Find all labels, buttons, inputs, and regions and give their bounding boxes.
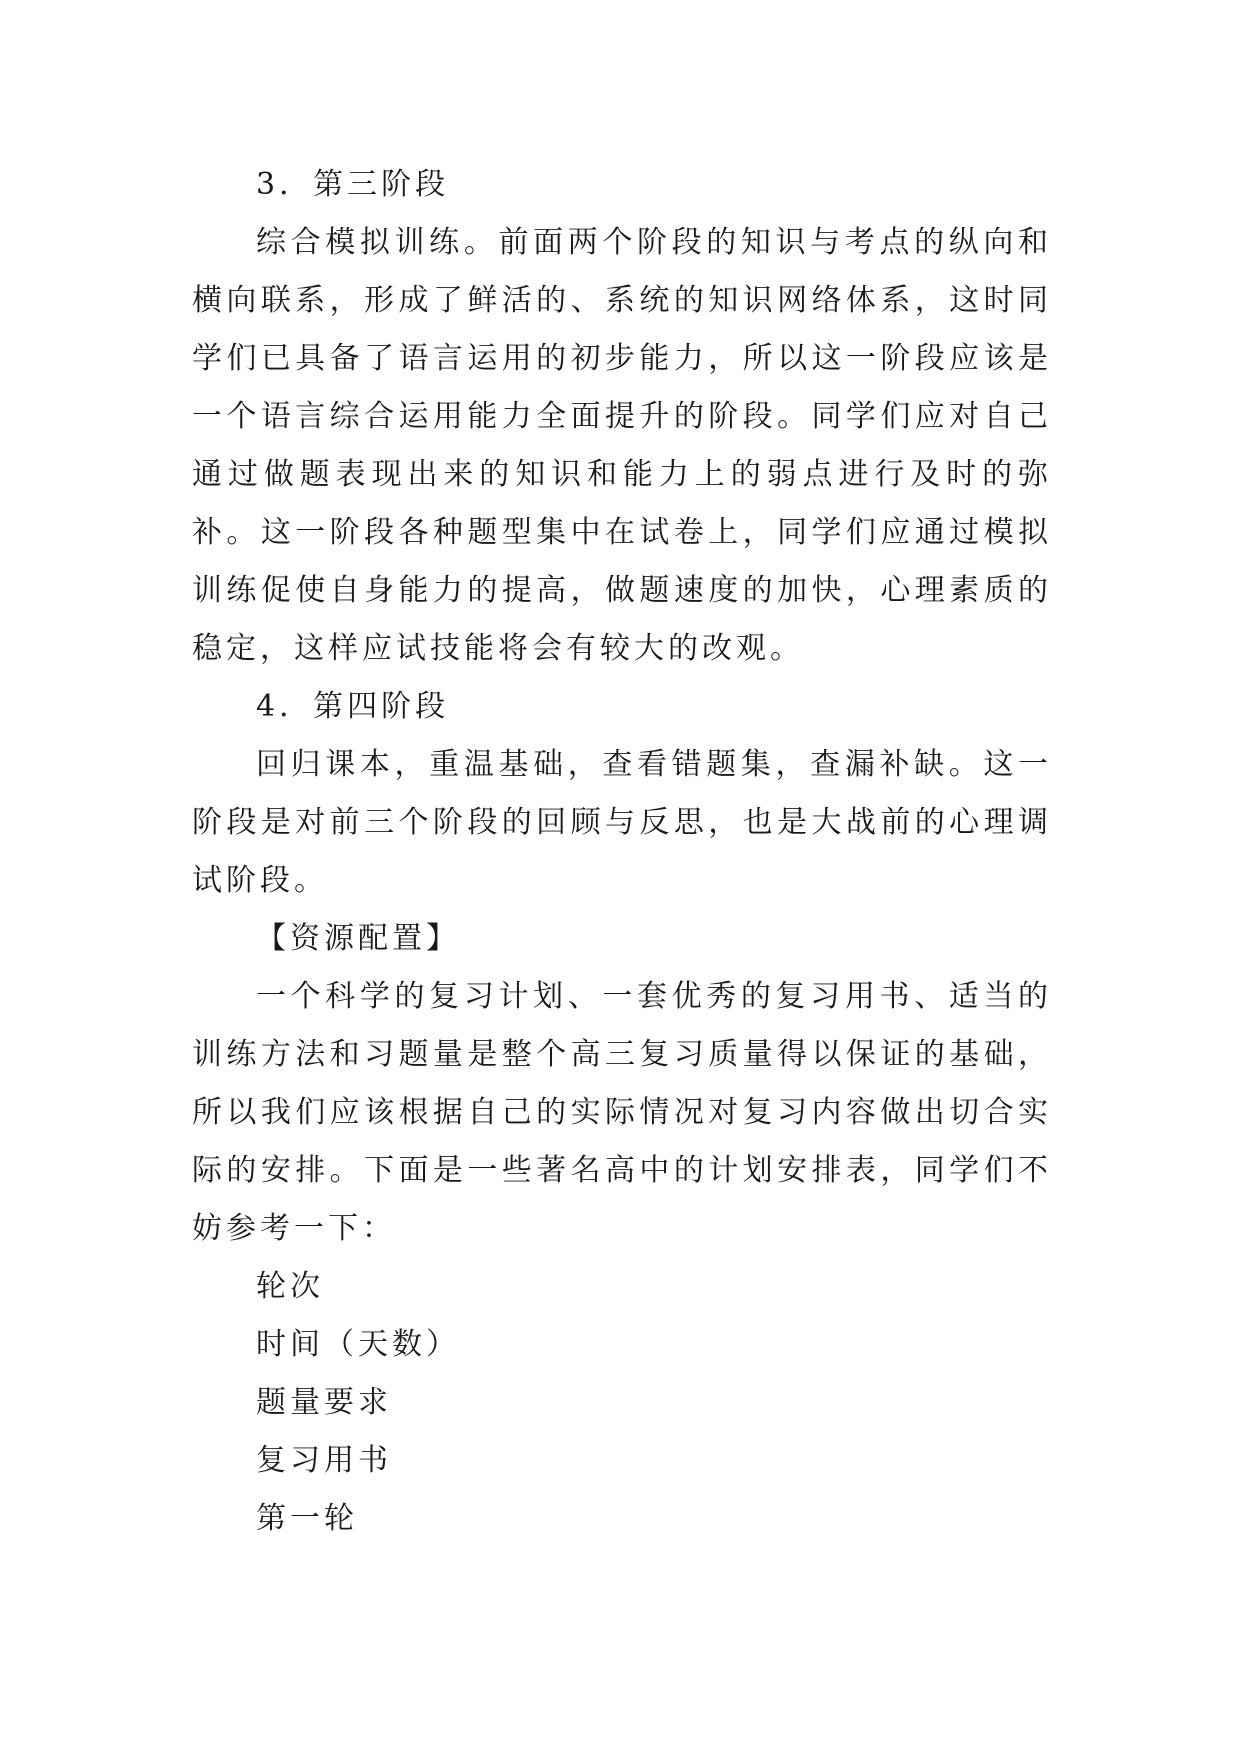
section-body-3: 综合模拟训练。前面两个阶段的知识与考点的纵向和横向联系，形成了鲜活的、系统的知识网络体系，这时同学们已具备了语言运用的初步能力，所以这一阶段应该是一个语言综合运用能力全面提升的阶段。同学们应对自己通过做题表现出来的知识和能力上的弱点进行及时的弥补。这一阶段各种题型集中在试卷上，同学们应通过模拟训练促使自身能力的提高，做题速度的加快，心理素质的稳定，这样应试技能将会有较大的改观。 [192, 225, 1052, 666]
section-heading-3: 3．第三阶段 [256, 167, 450, 202]
resource-title: 【资源配置】 [256, 921, 460, 956]
section-body-4: 回归课本，重温基础，查看错题集，查漏补缺。这一阶段是对前三个阶段的回顾与反思，也是大战前的心理调试阶段。 [192, 747, 1052, 898]
table-cell-books: 复习用书 [256, 1443, 392, 1478]
table-cell-quantity: 题量要求 [256, 1385, 392, 1420]
table-cell-round: 轮次 [256, 1269, 324, 1304]
document-body [192, 156, 1052, 1548]
table-cell-first-round: 第一轮 [256, 1501, 358, 1536]
section-heading-4: 4．第四阶段 [256, 689, 450, 724]
table-cell-time: 时间（天数） [256, 1327, 460, 1362]
resource-body: 一个科学的复习计划、一套优秀的复习用书、适当的训练方法和习题量是整个高三复习质量得以保证的基础，所以我们应该根据自己的实际情况对复习内容做出切合实际的安排。下面是一些著名高中的计划安排表，同学们不妨参考一下： [192, 979, 1052, 1246]
